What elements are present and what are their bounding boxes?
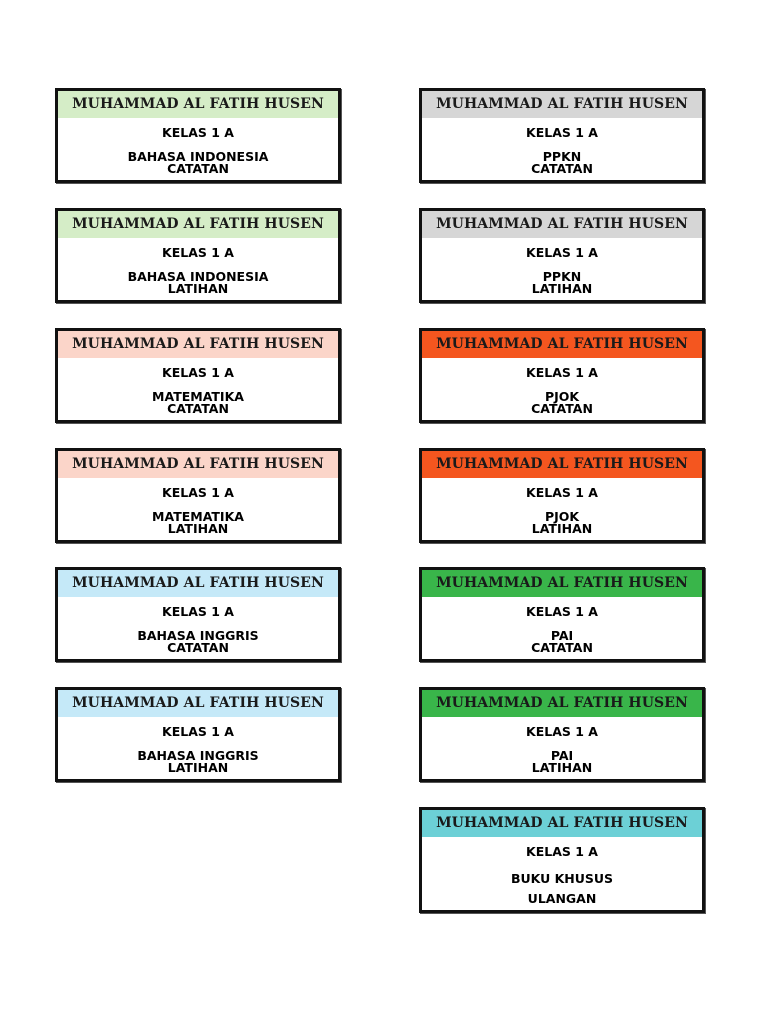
- name-label-card: [55, 448, 341, 543]
- name-label-card: [55, 328, 341, 423]
- label-subject: PAI: [550, 628, 574, 643]
- label-class: KELAS 1 A: [162, 485, 234, 500]
- name-label-card: [419, 88, 705, 183]
- label-name-header: MUHAMMAD AL FATIH HUSEN: [58, 570, 338, 597]
- label-class: KELAS 1 A: [526, 245, 598, 260]
- label-class: KELAS 1 A: [162, 365, 234, 380]
- name-label-card: [419, 448, 705, 543]
- label-type: LATIHAN: [167, 760, 229, 775]
- name-label-card: [419, 567, 705, 662]
- label-class: KELAS 1 A: [162, 724, 234, 739]
- label-class: KELAS 1 A: [526, 724, 598, 739]
- label-name-header: MUHAMMAD AL FATIH HUSEN: [58, 451, 338, 478]
- label-type: LATIHAN: [167, 281, 229, 296]
- label-subject: MATEMATIKA: [152, 509, 244, 524]
- label-subject: PAI: [550, 748, 574, 763]
- label-class: KELAS 1 A: [526, 485, 598, 500]
- label-name-header: MUHAMMAD AL FATIH HUSEN: [58, 331, 338, 358]
- label-type: CATATAN: [531, 401, 593, 416]
- label-class: KELAS 1 A: [526, 604, 598, 619]
- label-name-header: MUHAMMAD AL FATIH HUSEN: [422, 451, 702, 478]
- label-subject: PJOK: [544, 389, 580, 404]
- label-type: CATATAN: [531, 161, 593, 176]
- name-label-card: [55, 567, 341, 662]
- label-type: LATIHAN: [531, 521, 593, 536]
- name-label-card: [55, 687, 341, 782]
- label-subject: BAHASA INGGRIS: [137, 748, 259, 763]
- label-type: CATATAN: [167, 401, 229, 416]
- label-type: CATATAN: [167, 640, 229, 655]
- name-label-card: [419, 208, 705, 303]
- label-name-header: MUHAMMAD AL FATIH HUSEN: [58, 690, 338, 717]
- label-name-header: MUHAMMAD AL FATIH HUSEN: [422, 211, 702, 238]
- label-class: KELAS 1 A: [162, 604, 234, 619]
- label-subject: BAHASA INGGRIS: [137, 628, 259, 643]
- label-class: KELAS 1 A: [162, 125, 234, 140]
- label-subject: MATEMATIKA: [152, 389, 244, 404]
- label-class: KELAS 1 A: [526, 125, 598, 140]
- name-label-card: [419, 807, 705, 913]
- label-name-header: MUHAMMAD AL FATIH HUSEN: [422, 570, 702, 597]
- label-type: ULANGAN: [527, 891, 597, 906]
- label-class: KELAS 1 A: [526, 844, 598, 859]
- label-name-header: MUHAMMAD AL FATIH HUSEN: [422, 690, 702, 717]
- label-subject: PJOK: [544, 509, 580, 524]
- label-type: CATATAN: [531, 640, 593, 655]
- label-subject: PPKN: [542, 269, 582, 284]
- name-label-card: [55, 88, 341, 183]
- label-name-header: MUHAMMAD AL FATIH HUSEN: [58, 211, 338, 238]
- label-name-header: MUHAMMAD AL FATIH HUSEN: [422, 91, 702, 118]
- label-type: CATATAN: [167, 161, 229, 176]
- label-subject: BAHASA INDONESIA: [127, 149, 269, 164]
- label-class: KELAS 1 A: [162, 245, 234, 260]
- label-class: KELAS 1 A: [526, 365, 598, 380]
- name-label-card: [419, 328, 705, 423]
- label-name-header: MUHAMMAD AL FATIH HUSEN: [58, 91, 338, 118]
- label-subject: PPKN: [542, 149, 582, 164]
- label-type: LATIHAN: [531, 760, 593, 775]
- label-name-header: MUHAMMAD AL FATIH HUSEN: [422, 331, 702, 358]
- label-type: LATIHAN: [531, 281, 593, 296]
- label-subject: BAHASA INDONESIA: [127, 269, 269, 284]
- name-label-card: [55, 208, 341, 303]
- name-label-card: [419, 687, 705, 782]
- label-subject: BUKU KHUSUS: [510, 871, 614, 886]
- label-name-header: MUHAMMAD AL FATIH HUSEN: [422, 810, 702, 837]
- label-type: LATIHAN: [167, 521, 229, 536]
